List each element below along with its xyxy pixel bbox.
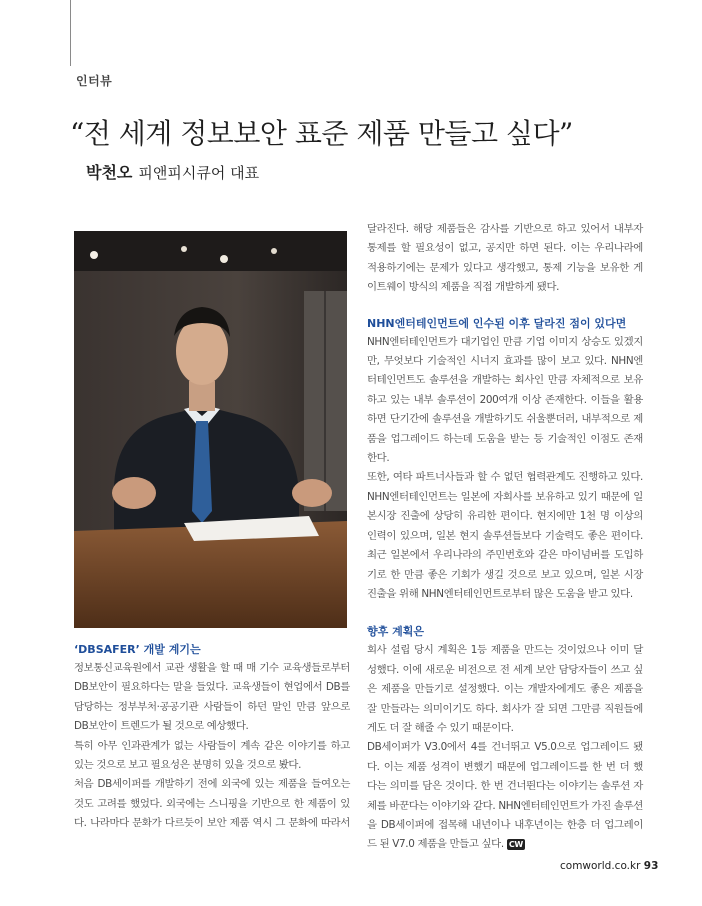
right-line: DB세이퍼가 V3.0에서 4를 건너뛰고 V5.0으로 업그레이드 됐 (367, 741, 643, 754)
right-line: NHN엔터테인먼트가 대기업인 만큼 기업 이미지 상승도 있겠지 (367, 335, 643, 348)
headline: “전 세계 정보보안 표준 제품 만들고 싶다” (70, 117, 573, 150)
right-line: 다. 이는 제품 성격이 변했기 때문에 업그레이드를 한 번 더 했 (367, 760, 643, 773)
right-line: 체를 바꾼다는 이야기와 같다. NHN엔터테인먼트가 가진 솔루션 (367, 799, 643, 812)
right-line-final (367, 835, 643, 854)
left-line: 것도 고려를 했었다. 외국에는 스니핑을 기반으로 한 제품이 있 (74, 797, 350, 810)
right-line: 잘 만들라는 의미이기도 하다. 회사가 잘 되면 그만큼 직원들에 (367, 702, 643, 715)
left-line: DB보안이 필요하다는 말을 들었다. 교육생들이 현업에서 DB를 (74, 681, 350, 694)
right-subheading-plan: 향후 계획은 (367, 625, 424, 639)
left-line: DB보안이 트렌드가 될 것으로 예상했다. (74, 720, 249, 733)
footer-site: comworld.co.kr (560, 860, 641, 872)
right-line-final-text: 드 된 V7.0 제품을 만들고 싶다. (367, 838, 504, 851)
right-line: 하면 단기간에 솔루션을 개발하기도 쉬울뿐더러, 내부적으로 제 (367, 413, 643, 426)
left-line: 특히 아무 인과관계가 없는 사람들이 계속 같은 이야기를 하고 (74, 739, 350, 752)
right-line: 이트웨이 방식의 제품을 직접 개발하게 됐다. (367, 281, 560, 294)
right-line: 하고 있는 내부 솔루션이 200여개 이상 존재한다. 이들을 활용 (367, 393, 643, 406)
right-line: 한다. (367, 452, 390, 465)
right-line: NHN엔터테인먼트는 일본에 자회사를 보유하고 있기 때문에 일 (367, 490, 643, 503)
left-line: 정보통신교육원에서 교관 생활을 할 때 매 기수 교육생들로부터 (74, 662, 350, 674)
right-line: 진출을 위해 NHN엔터테인먼트로부터 많은 도움을 받고 있다. (367, 587, 633, 600)
right-line: 인력이 있으며, 일본 현지 솔루션들보다 기술력도 좋은 편이다. (367, 529, 643, 542)
right-line: 적용하기에는 문제가 있다고 생각했고, 통제 기능을 보유한 게 (367, 261, 643, 274)
right-line: 다는 의미를 담은 것이다. 한 번 건너뛴다는 이야기는 솔루션 자 (367, 780, 643, 793)
interviewee-title: 피앤피시큐어 대표 (138, 164, 260, 182)
right-line: 또한, 여타 파트너사들과 할 수 없던 협력관계도 진행하고 있다. (367, 471, 643, 484)
right-line: 을 DB세이퍼에 접목해 내년이나 내후년이는 한층 더 업그레이 (367, 818, 643, 831)
right-line: 통제를 할 필요성이 없고, 공지만 하면 된다. 이는 우리나라에 (367, 242, 643, 255)
right-line: 터테인먼트도 솔루션을 개발하는 회사인 만큼 자체적으로 보유 (367, 374, 643, 387)
right-line: 달라진다. 해당 제품들은 감사를 기반으로 하고 있어서 내부자 (367, 223, 643, 235)
section-label: 인터뷰 (76, 74, 113, 88)
left-line: 담당하는 정부부처·공공기관 사람들이 하던 말인 만큼 앞으로 (74, 700, 350, 713)
right-line: 은 제품을 만들기로 설정했다. 이는 개발자에게도 좋은 제품을 (367, 683, 643, 696)
right-line: 만, 무엇보다 기술적인 시너지 효과를 많이 보고 있다. NHN엔 (367, 355, 643, 368)
right-line: 게도 더 잘 해줄 수 있기 때문이다. (367, 721, 514, 734)
header-rule (70, 0, 71, 66)
interviewee-name: 박천오 (86, 163, 133, 182)
left-line: 있는 것으로 보고 필요성은 분명히 있을 것으로 봤다. (74, 759, 302, 772)
cw-end-logo: CW (508, 839, 523, 849)
left-line: 다. 나라마다 문화가 다르듯이 보안 제품 역시 그 문화에 따라서 (74, 817, 350, 830)
byline (86, 160, 259, 183)
right-line: 최근 일본에서 우리나라의 주민번호와 같은 마이넘버를 도입하 (367, 549, 643, 562)
left-column (74, 640, 350, 834)
right-line: 기로 한 만큼 좋은 기회가 생길 것으로 보고 있으며, 일본 시장 (367, 568, 643, 581)
right-column (367, 220, 643, 855)
right-line: 성했다. 이에 새로운 비전으로 전 세계 보안 담당자들이 쓰고 싶 (367, 663, 643, 676)
page-footer (560, 860, 658, 872)
right-line: 회사 설립 당시 계획은 1등 제품을 만드는 것이었으나 이미 달 (367, 644, 643, 657)
page-number: 93 (643, 860, 659, 872)
right-line: 본시장 진출에 상당히 유리한 편이다. 현지에만 1천 명 이상의 (367, 510, 643, 523)
interview-photo (74, 231, 347, 628)
right-subheading-nhn: NHN엔터테인먼트에 인수된 이후 달라진 점이 있다면 (367, 316, 627, 330)
right-line: 품을 업그레이드 하는데 도움을 받는 등 기술적인 이점도 존재 (367, 432, 643, 445)
left-subheading: ‘DBSAFER’ 개발 계기는 (74, 643, 201, 656)
left-line: 처음 DB세이퍼를 개발하기 전에 외국에 있는 제품을 들여오는 (74, 778, 350, 791)
